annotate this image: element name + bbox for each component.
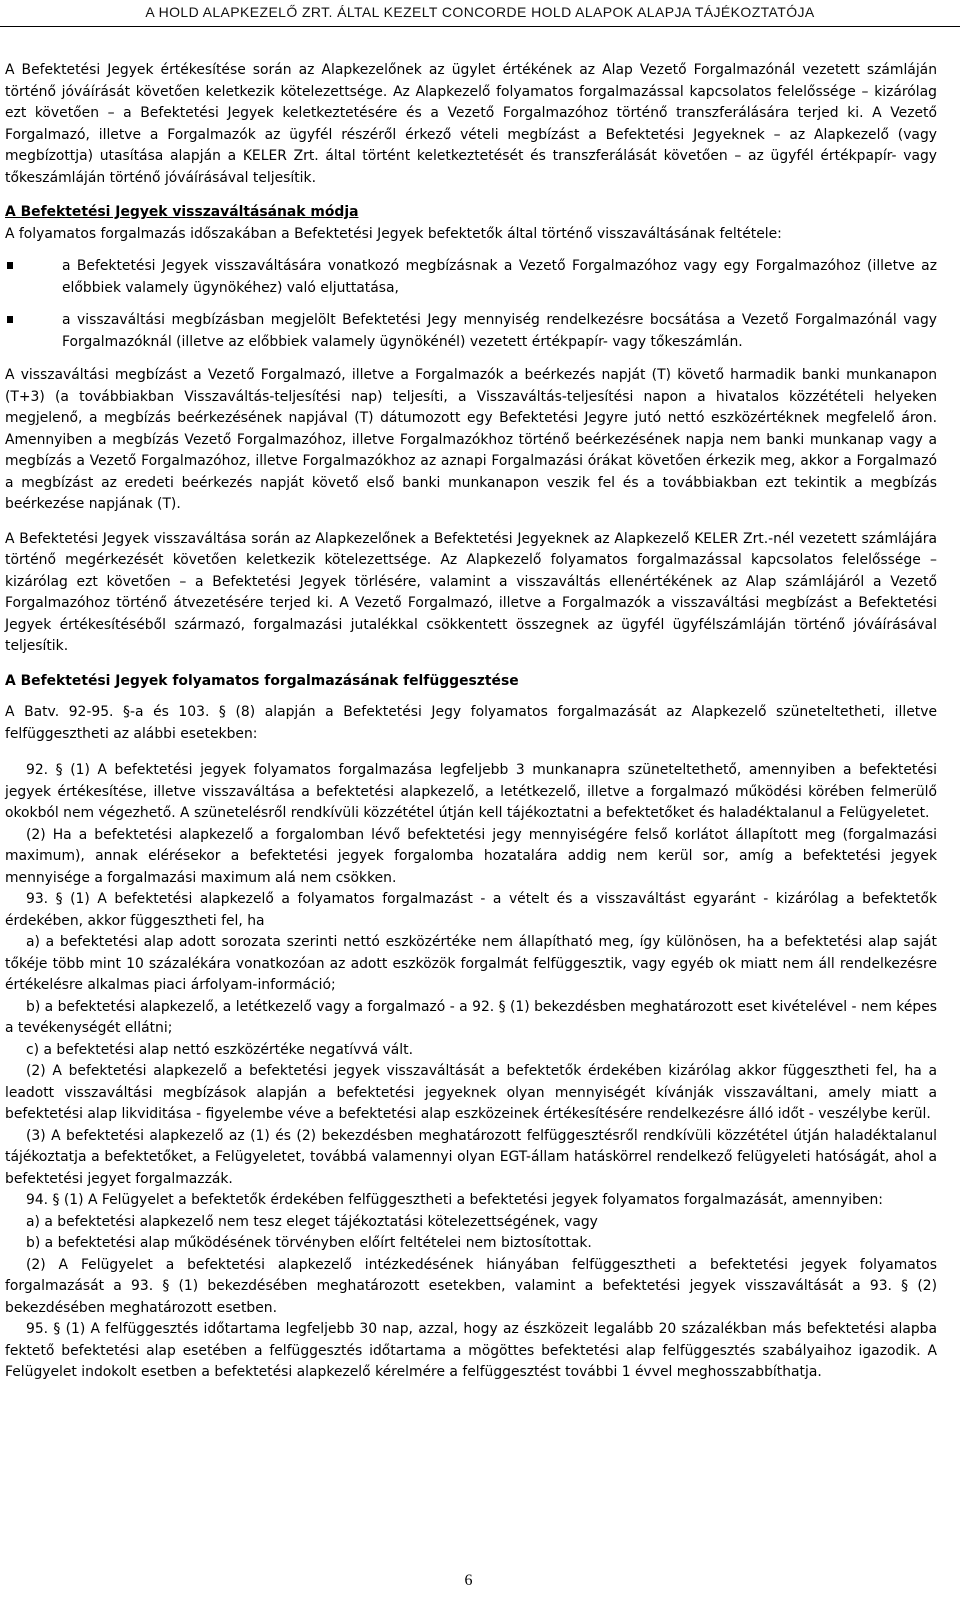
- redemption-conditions-list: [5, 256, 937, 353]
- paragraph-redemption-liability: A Befektetési Jegyek visszaváltása során az Alapkezelőnek a Befektetési Jegyeknek az Alapkezelő KELER Zrt.-nél vezetett számlájára történő megérkezését követően keletkezik kötelezettsége. Az Alapkezelő folyamatos forgalmazással kapcsolatos felelőssége – kizárólag ezt követően – a Befektetési Jegyek törlésére, valamint a visszaváltás ellenértékének az Alap számlájáról a Vezető Forgalmazóhoz történő átvezetésére terjed ki. A Vezető Forgalmazó, illetve a Forgalmazók a visszaváltási megbízást a Befektetési Jegyek értékesítéséből származó, forgalmazási jutalékkal csökkentett összegnek az ügyfél ügyfélszámláján történő jóváírásával teljesítik.: [5, 530, 937, 654]
- law-excerpt: [5, 760, 937, 1384]
- page-number: 6: [464, 1572, 473, 1589]
- paragraph-sales-liability: A Befektetési Jegyek értékesítése során az Alapkezelőnek az ügylet értékének az Alap Vezető Forgalmazónál vezetett számláján történő jóváírását követően keletkezik kötelezettsége. Az Alapkezelő folyamatos forgalmazással kapcsolatos felelőssége – kizárólag ezt követően – a Befektetési Jegyek keletkeztetésére és a Vezető Forgalmazóhoz történő transzferálására terjed ki. A Vezető Forgalmazó, illetve a Forgalmazók az ügyfél részéről érkező vételi megbízást a Befektetési Jegyeknek – az Alapkezelő (vagy megbízottja) utasítása alapján a KELER Zrt. által történt keletkeztetését és transzferálását követően – az ügyfél értékpapír- vagy tőkeszámláján történő jóváírásával teljesítik.: [5, 62, 937, 186]
- header-rule: [0, 26, 960, 27]
- law-paragraph: 92. § (1) A befektetési jegyek folyamatos forgalmazása legfeljebb 3 munkanapra szüneteltethető, amennyiben a befektetési jegyek értékesítése, illetve visszaváltása a befektetési alapkezelő, a letétkezelő, illetve a forgalmazó működési körében felmerülő okokból nem végezhető. A szünetelésről rendkívüli közzététel útján kell tájékoztatni a befektetőket és haladéktalanul a Felügyeletet.: [5, 762, 937, 821]
- law-paragraph: b) a befektetési alap működésének törvényben előírt feltételei nem biztosítottak.: [26, 1235, 592, 1251]
- law-paragraph: (2) Ha a befektetési alapkezelő a forgalomban lévő befektetési jegy mennyiségére felső korlátot állapított meg (forgalmazási maximum), annak elérésekor a befektetési jegyek forgalomba hozatalára addig nem kerül sor, amíg a befektetési jegyek mennyisége a forgalmazási maximum alá nem csökken.: [5, 826, 937, 886]
- list-item: [5, 310, 937, 353]
- paragraph-redemption-conditions: A folyamatos forgalmazás időszakában a Befektetési Jegyek befektetők által történő visszaváltásának feltétele:: [5, 225, 782, 242]
- square-bullet-icon: [7, 262, 13, 269]
- law-paragraph: 93. § (1) A befektetési alapkezelő a folyamatos forgalmazást - a vételt és a visszaváltást egyaránt - kizárólag a befektetők érdekében, akkor függesztheti fel, ha: [5, 891, 937, 929]
- law-paragraph: 94. § (1) A Felügyelet a befektetők érdekében felfüggesztheti a befektetési jegyek folyamatos forgalmazását, amennyiben:: [26, 1192, 883, 1208]
- list-item-text: a visszaváltási megbízásban megjelölt Befektetési Jegy mennyiség rendelkezésre bocsátása a Vezető Forgalmazónál vagy Forgalmazóknál (illetve az előbbiek valamely ügynökénél) vezetett értékpapír- vagy tőkeszámlán.: [62, 312, 937, 350]
- law-paragraph: a) a befektetési alapkezelő nem tesz eleget tájékoztatási kötelezettségének, vagy: [26, 1213, 598, 1230]
- law-paragraph: b) a befektetési alapkezelő, a letétkezelő vagy a forgalmazó - a 92. § (1) bekezdésben meghatározott eset kivételével - nem képes a tevékenységét ellátni;: [5, 998, 937, 1036]
- square-bullet-icon: [7, 316, 13, 323]
- law-paragraph: (2) A befektetési alapkezelő a befektetési jegyek visszaváltását a befektetők érdekében kizárólag akkor függesztheti fel, ha a leadott visszaváltási megbízások alapján a befektetési jegyeknek olyan mennyiségét kívánják visszaváltani, amely miatt a befektetési alap likviditása - figyelembe véve a befektetési alap eszközeinek értékesítésére rendelkezésre álló időt - veszélybe kerül.: [5, 1063, 937, 1122]
- document-body: [5, 60, 937, 1384]
- running-header: A HOLD ALAPKEZELŐ ZRT. ÁLTAL KEZELT CONCORDE HOLD ALAPOK ALAPJA TÁJÉKOZTATÓJA: [145, 4, 815, 20]
- law-paragraph: (3) A befektetési alapkezelő az (1) és (2) bekezdésben meghatározott felfüggesztésről rendkívüli közzététel útján haladéktalanul tájékoztatja a befektetőket, a Felügyeletet, továbbá valamennyi olyan EGT-állam hatáskörrel rendelkező felügyeleti hatóságát, ahol a befektetési jegyet forgalmazzák.: [5, 1127, 937, 1187]
- law-paragraph: a) a befektetési alap adott sorozata szerinti nettó eszközértéke nem állapítható meg, így különösen, ha a befektetési alap saját tőkéje több mint 10 százalékára vonatkozóan az adott eszközök forgalmát felfüggesztik, vagy egyéb ok miatt nem áll rendelkezésre értékelésre alkalmas piaci árfolyam-információ;: [5, 934, 937, 993]
- law-paragraph: (2) A Felügyelet a befektetési alapkezelő intézkedésének hiányában felfüggesztheti a befektetési jegyek folyamatos forgalmazását a 93. § (1) bekezdésében meghatározott esetekben, valamint a befektetési jegyek visszaváltását a 93. § (2) bekezdésében meghatározott esetben.: [5, 1256, 937, 1316]
- heading-redemption: A Befektetési Jegyek visszaváltásának módja: [5, 204, 359, 220]
- list-item-text: a Befektetési Jegyek visszaváltására vonatkozó megbízásnak a Vezető Forgalmazóhoz vagy egy Forgalmazóhoz (illetve az előbbiek valamely ügynökéhez) való eljuttatása,: [62, 258, 937, 296]
- law-paragraph: c) a befektetési alap nettó eszközértéke negatívvá vált.: [26, 1041, 413, 1058]
- list-item: [5, 256, 937, 299]
- paragraph-redemption-settlement: A visszaváltási megbízást a Vezető Forgalmazó, illetve a Forgalmazók a beérkezés napját (T) követő harmadik banki munkanapon (T+3) (a továbbiakban Visszaváltás-teljesítési nap) teljesíti, a Visszaváltás-teljesítési napon a hivatalos közzétételi helyeken megjelenő, a megbízás beérkezésének napjával (T) dátumozott egy Befektetési Jegyre jutó nettó eszközértéknek megfelelő áron. Amennyiben a megbízás Vezető Forgalmazóhoz, illetve Forgalmazókhoz történő beérkezésének napja nem banki munkanap vagy a megbízás a Vezető Forgalmazóhoz, illetve Forgalmazókhoz az aznapi Forgalmazási órákat követően érkezik meg, akkor a Forgalmazó a megbízást az eredeti beérkezés napját követő első banki munkanapon veszik fel és a továbbiakban ezt tekintik a megbízás beérkezése napjának (T).: [5, 367, 937, 512]
- paragraph-suspension-basis: A Batv. 92-95. §-a és 103. § (8) alapján a Befektetési Jegy folyamatos forgalmazását az Alapkezelő szüneteltetheti, illetve felfüggesztheti az alábbi esetekben:: [5, 704, 937, 742]
- law-paragraph: 95. § (1) A felfüggesztés időtartama legfeljebb 30 nap, azzal, hogy az észközeit legalább 20 százalékban más befektetési alapba fektető befektetési alap esetében a felfüggesztés időtartama a mögöttes befektetési alap felfüggesztés szabályaihoz igazodik. A Felügyelet indokolt esetben a befektetési alapkezelő kérelmére a felfüggesztést további 1 évvel meghosszabbíthatja.: [5, 1321, 937, 1380]
- heading-suspension: A Befektetési Jegyek folyamatos forgalmazásának felfüggesztése: [5, 672, 519, 689]
